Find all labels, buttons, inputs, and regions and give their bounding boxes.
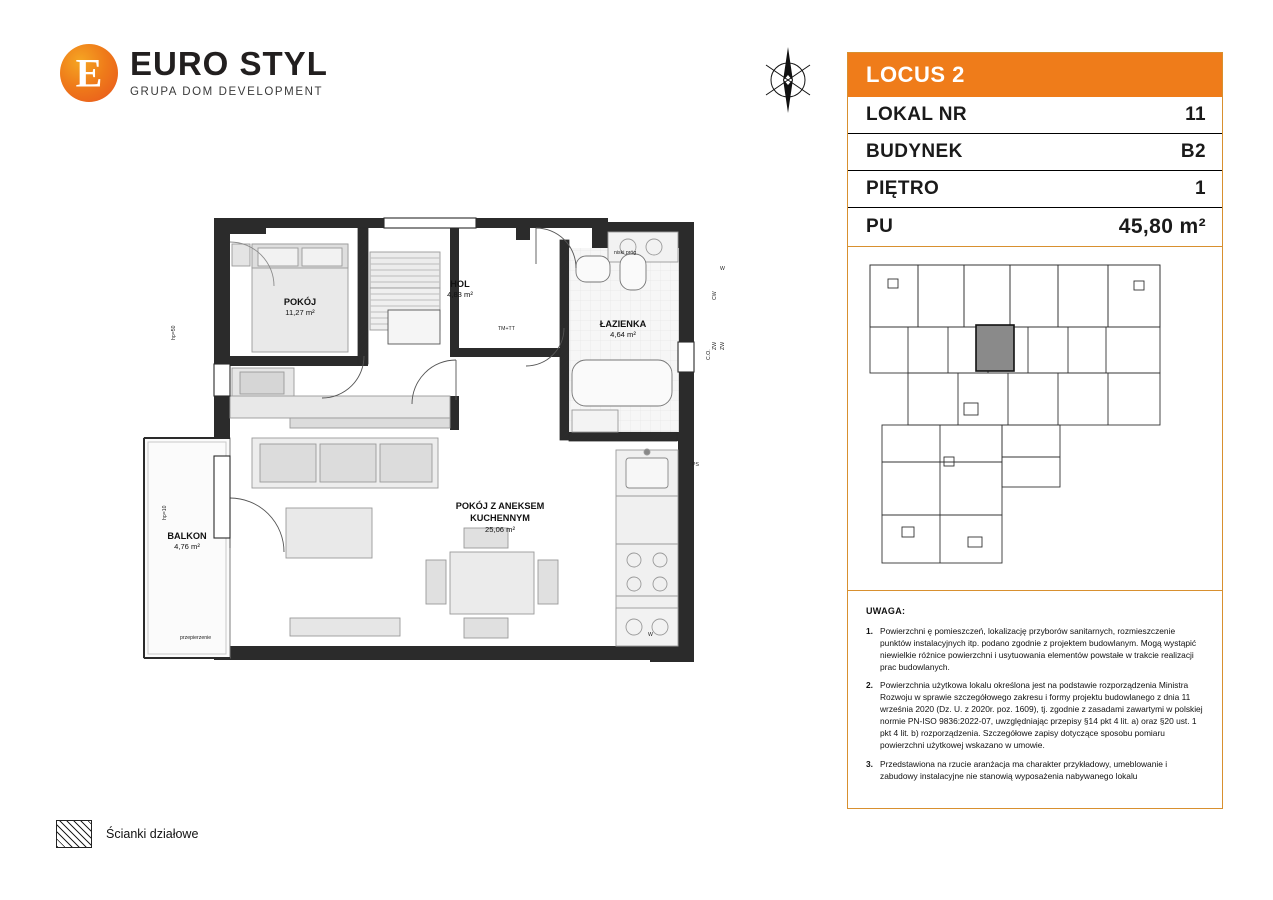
room-label-lazienka [568, 318, 678, 341]
panel-label-lokal-nr: LOKAL NR [866, 104, 968, 125]
panel-label-pu: PU [866, 216, 894, 237]
annotation-w-top: W [720, 266, 725, 272]
room-label-hol [420, 278, 500, 301]
panel-label-pietro: PIĘTRO [866, 178, 940, 199]
annotation-przepierzenie: przepierzenie [180, 635, 212, 641]
room-area: 4,64 m² [610, 330, 636, 340]
annotation-co: C.O. [706, 349, 712, 360]
room-area: 11,27 m² [285, 308, 315, 318]
note-text: Powierzchnia użytkowa lokalu określona jest na podstawie rozporządzenia Ministra Rozwoju w sprawie szczegółowego zakresu i formy projektu budowlanego z dnia 11 września 2020 (Dz. U. z 2020r. poz. 1609), tj. zgodnie z zasadami zawartymi w polskiej normie PN-ISO 9836:2022-07, uwzględniając przepisy §14 pkt 4 lit. a) oraz §20 ust. 1 pkt 4 lit. b) rozporządzenia. Szczegółowe zapisy dotyczące sposobu pomiaru powierzchni użytkowej wskazano w umowie. [880, 680, 1203, 751]
panel-value-pu: 45,80 m² [1118, 215, 1206, 238]
room-name: POKÓJ [283, 297, 317, 307]
logo-tagline: GRUPA DOM DEVELOPMENT [130, 86, 324, 99]
floor-plan [120, 200, 820, 700]
note-item [866, 680, 1206, 752]
panel-row-pu [848, 208, 1222, 246]
north-arrow-icon [762, 45, 814, 115]
annotation-zw-1: ZW [720, 341, 726, 350]
legend-label: Ścianki działowe [106, 827, 199, 841]
room-area: 4,83 m² [447, 290, 473, 300]
partition-wall-swatch-icon [56, 820, 92, 848]
euro-styl-logo-icon [60, 44, 118, 102]
logo-text-block [130, 47, 328, 99]
notes-title: UWAGA: [866, 606, 906, 616]
panel-value-budynek: B2 [1180, 141, 1206, 162]
room-name-line2: KUCHENNYM [470, 513, 530, 524]
annotation-hp10: hp=10 [162, 505, 168, 520]
annotation-ps: PS [692, 462, 699, 468]
annotation-tm-tt: TM+TT [498, 326, 515, 332]
floor-plan-drawing [120, 200, 820, 700]
panel-label-budynek: BUDYNEK [866, 141, 963, 162]
building-keyplan [848, 246, 1222, 591]
note-number: 2. [866, 680, 873, 691]
panel-title: LOCUS 2 [848, 53, 1222, 97]
room-name-line1: POKÓJ Z ANEKSEM [455, 501, 545, 511]
panel-value-lokal-nr: 11 [1185, 104, 1206, 125]
room-area: 25,06 m² [485, 524, 515, 534]
note-text: Powierzchni ę pomieszczeń, lokalizację przyborów sanitarnych, rozmieszczenie punktów instalacyjnych itp. podano zgodnie z projektem budowlanym. Mogą wystąpić niewielkie różnice powierzchni i usytuowania elementów powstałe w trakcie realizacji prac budowlanych. [880, 625, 1197, 672]
note-text: Przedstawiona na rzucie aranżacja ma charakter przykładowy, umeblowanie i zabudowy instalacyjne nie stanowią wyposażenia nabywanego lokalu [880, 758, 1168, 781]
room-name: BALKON [167, 531, 207, 541]
annotation-zw-2: ZW [712, 341, 718, 350]
legend [56, 820, 198, 848]
annotation-niski-prog: niski próg [614, 250, 637, 256]
info-panel [847, 52, 1223, 809]
room-label-pokoj-z-aneksem [420, 500, 580, 535]
annotation-hp50: hp=50 [171, 325, 177, 340]
room-label-pokoj [250, 296, 350, 319]
room-name: ŁAZIENKA [599, 319, 647, 329]
annotation-cw: CW [712, 291, 718, 300]
note-number: 3. [866, 758, 873, 769]
highlighted-unit [976, 325, 1014, 371]
room-name: HOL [450, 279, 470, 289]
annotation-w-bottom: W [648, 632, 653, 638]
notes-block [848, 591, 1222, 808]
note-item [866, 626, 1206, 674]
room-area: 4,76 m² [174, 542, 200, 552]
note-item [866, 759, 1206, 783]
panel-row-budynek [848, 134, 1222, 171]
panel-value-pietro: 1 [1195, 178, 1206, 199]
panel-row-pietro [848, 171, 1222, 208]
company-logo [60, 44, 328, 102]
panel-row-lokal-nr [848, 97, 1222, 134]
room-label-balkon [142, 530, 232, 553]
note-number: 1. [866, 625, 873, 636]
logo-brand-name: EURO STYL [130, 45, 328, 83]
